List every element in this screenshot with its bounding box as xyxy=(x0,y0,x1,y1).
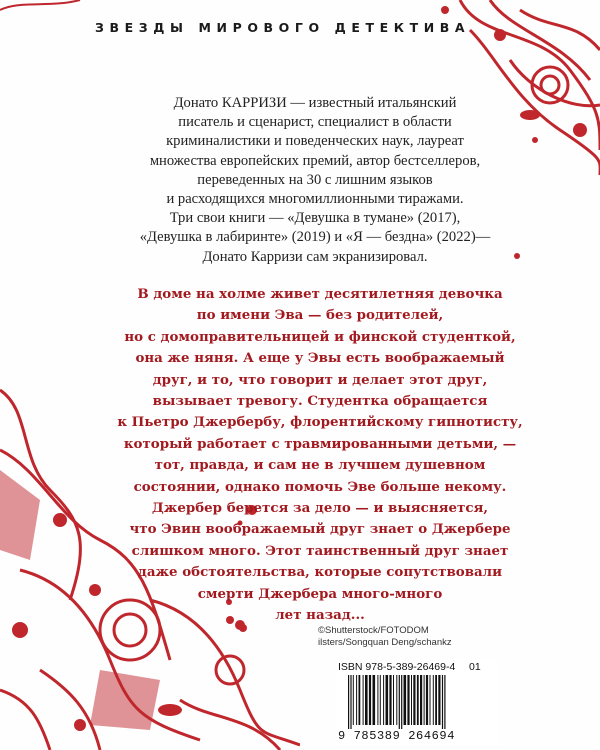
blurb-line: Джербер берется за дело — и выясняется, xyxy=(151,500,489,517)
barcode-bar xyxy=(377,675,378,725)
barcode-bar xyxy=(359,675,361,725)
barcode-bar xyxy=(383,675,384,725)
credit-line-2: ilsters/Songquan Deng/schankz xyxy=(318,636,452,648)
blurb-line: что Эвин воображаемый друг знает о Джербере xyxy=(129,521,511,538)
barcode-bar xyxy=(417,675,419,725)
barcode-bar xyxy=(363,675,364,725)
barcode-bar xyxy=(435,675,437,725)
blurb-line: слишком много. Этот таинственный друг знает xyxy=(131,542,509,559)
barcode-bar xyxy=(433,675,434,725)
blurb-line: лет назад... xyxy=(275,607,365,624)
blurb-line: который работает с травмированными детьми, — xyxy=(123,435,517,452)
blurb-line: к Пьетро Джербербу, флорентийскому гипнотисту, xyxy=(117,414,523,431)
barcode-bar xyxy=(396,675,397,725)
barcode-bar xyxy=(365,675,368,725)
blurb-line: но с домоправительницей и финской студенткой, xyxy=(124,328,516,345)
barcode-bar xyxy=(389,675,391,725)
barcode-bar xyxy=(399,675,400,729)
bio-line: множества европейских премий, автор бестселлеров, xyxy=(149,152,481,169)
bio-line: Донато КАРРИЗИ — известный итальянский xyxy=(173,95,457,111)
bio-line: Донато Карризи сам экранизировал. xyxy=(202,248,428,265)
barcode-bar xyxy=(442,675,443,729)
barcode-bar xyxy=(373,675,376,725)
isbn-number: ISBN 978-5-389-26469-4 xyxy=(338,661,456,673)
author-bio xyxy=(100,94,530,267)
blurb-line: тот, правда, и сам не в лучшем душевном xyxy=(154,457,486,474)
blurb-line: даже обстоятельства, которые сопутствовали xyxy=(137,564,503,581)
bio-line: криминалистики и поведенческих наук, лауреат xyxy=(166,133,464,150)
barcode-bar xyxy=(369,675,371,725)
barcode-bar xyxy=(401,675,402,729)
image-credits xyxy=(318,625,478,648)
barcode-bar xyxy=(356,675,357,725)
barcode-bar xyxy=(393,675,394,725)
barcode-bar xyxy=(386,675,389,725)
barcode-bar xyxy=(438,675,440,725)
barcode-bar xyxy=(404,675,407,725)
barcode-bar xyxy=(411,675,412,725)
barcode-bar xyxy=(424,675,425,725)
barcode-block xyxy=(336,659,498,745)
blurb-line: состоянии, однако помочь Эве больше некому. xyxy=(133,478,507,495)
barcode-bar xyxy=(420,675,422,725)
barcode-bar xyxy=(430,675,431,725)
barcode-bar xyxy=(380,675,381,725)
book-blurb xyxy=(90,284,550,627)
blurb-line: В доме на холме живет десятилетняя девочка xyxy=(137,286,503,302)
barcode-bar xyxy=(426,675,428,725)
barcode-bar xyxy=(444,675,445,729)
blurb-line: вызывает тревогу. Студентка обращается xyxy=(152,393,488,410)
blurb-line: смерти Джербера много-много xyxy=(197,585,443,602)
barcode-bar xyxy=(350,675,351,729)
blurb-line: по имени Эва — без родителей, xyxy=(196,307,444,324)
barcode-bar xyxy=(413,675,415,725)
barcode-image xyxy=(344,675,492,729)
barcode-bar xyxy=(407,675,409,725)
series-title: ЗВЕЗДЫ МИРОВОГО ДЕТЕКТИВА xyxy=(95,20,471,35)
credit-line-1: ©Shutterstock/FOTODOM xyxy=(318,625,429,636)
bio-line: и расходящихся многомиллионными тиражами. xyxy=(166,191,464,208)
bio-line: «Девушка в лабиринте» (2019) и «Я — бездна» (2022)— xyxy=(139,229,491,246)
barcode-bar xyxy=(348,675,349,729)
price-code: 01 xyxy=(469,661,481,673)
ean-digits: 9 785389 264694 xyxy=(338,729,456,743)
bio-line: писатель и сценарист, специалист в области xyxy=(178,114,452,131)
bio-line: переведенных на 30 с лишним языков xyxy=(197,171,433,188)
blurb-line: друг, и то, что говорит и делает этот друг, xyxy=(152,371,488,388)
blurb-line: она же няня. А еще у Эвы есть воображаемый xyxy=(135,350,505,367)
bio-line: Три свои книги — «Девушка в тумане» (2017), xyxy=(169,210,461,227)
barcode-bar xyxy=(353,675,354,725)
